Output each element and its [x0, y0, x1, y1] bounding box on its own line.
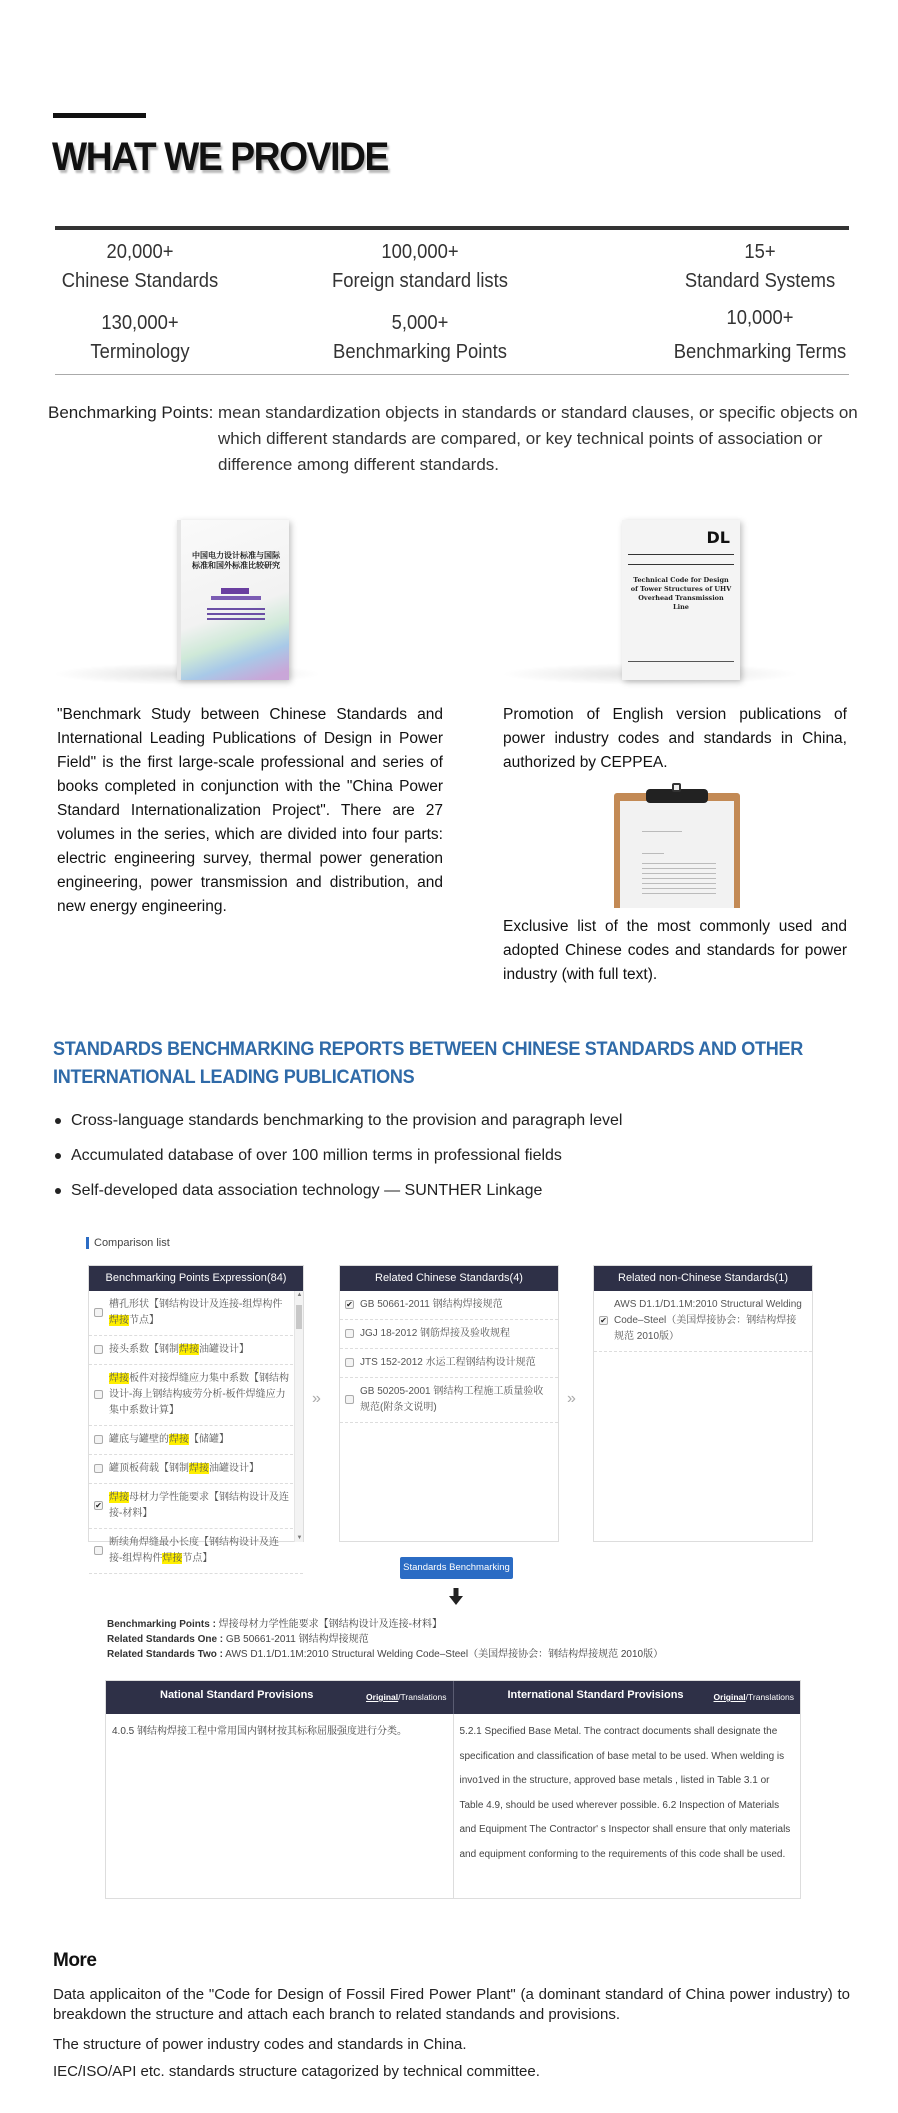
checkbox[interactable]	[94, 1546, 103, 1555]
stat-number: 5,000+	[391, 312, 449, 334]
stat-number: 10,000+	[726, 307, 794, 329]
stat-label: Foreign standard lists	[332, 270, 508, 292]
book-cover-rule	[628, 564, 734, 565]
list-item-text: GB 50205-2001 钢结构工程施工质量验收规范(附条文说明)	[360, 1386, 544, 1413]
keyword-highlight: 焊接	[189, 1463, 209, 1474]
paper-line	[642, 878, 716, 879]
summary-value: AWS D1.1/D1.1M:2010 Structural Welding Code–Steel（美国焊接协会：钢结构焊接规范 2010版）	[222, 1649, 664, 1660]
list-item[interactable]	[89, 1529, 303, 1574]
standards-benchmarking-button[interactable]: Standards Benchmarking	[400, 1557, 513, 1579]
arrow-down-icon	[446, 1588, 466, 1606]
list-item-text	[109, 1299, 282, 1326]
summary-benchmarking-point	[107, 1617, 663, 1632]
more-paragraph: IEC/ISO/API etc. standards structure catagorized by technical committee.	[53, 2063, 540, 2080]
list-item[interactable]	[340, 1378, 558, 1423]
book-cover-footer-rule	[628, 661, 734, 662]
panel-list	[594, 1291, 812, 1542]
stat-benchmarking-terms	[659, 304, 861, 367]
book-cover-subtitle	[211, 596, 261, 600]
book-cover	[622, 520, 740, 680]
scrollbar-thumb[interactable]	[296, 1305, 302, 1329]
stats-bottom-divider	[55, 374, 849, 375]
list-item-text: JTS 152-2012 水运工程钢结构设计规范	[360, 1357, 536, 1368]
list-item[interactable]	[89, 1484, 303, 1529]
benchmarking-summary	[107, 1617, 663, 1662]
summary-label: Benchmarking Points :	[107, 1619, 216, 1630]
checkbox[interactable]	[94, 1308, 103, 1317]
summary-related-one	[107, 1632, 663, 1647]
paper-line	[642, 888, 716, 889]
checkbox[interactable]	[94, 1501, 103, 1510]
title-accent-bar	[53, 113, 146, 118]
comparison-list-title: Comparison list	[86, 1237, 170, 1249]
list-item[interactable]	[89, 1336, 303, 1365]
list-item-text: GB 50661-2011 钢结构焊接规范	[360, 1299, 503, 1310]
paper-line	[642, 868, 716, 869]
chevron-right-icon: »	[312, 1390, 321, 1407]
panel-list	[340, 1291, 558, 1542]
scrollbar[interactable]	[294, 1291, 303, 1542]
text-segment: 接头系数【钢制	[109, 1344, 179, 1355]
reports-heading: STANDARDS BENCHMARKING REPORTS BETWEEN CHINESE STANDARDS AND OTHER INTERNATIONAL LEADING PUBLICATIONS	[53, 1039, 804, 1088]
checkbox[interactable]	[345, 1329, 354, 1338]
summary-value: 焊接母材力学性能要求【钢结构设计及连接-材料】	[215, 1619, 443, 1630]
stat-terminology	[48, 309, 232, 367]
stat-label: Benchmarking Terms	[673, 341, 847, 363]
more-paragraph: Data applicaiton of the "Code for Design of Fossil Fired Power Plant" (a dominant standard of China power industry) to breakdown the structure and attach each branch to related standands and provisions.	[53, 1986, 850, 2023]
list-item[interactable]	[340, 1320, 558, 1349]
checkbox[interactable]	[599, 1316, 608, 1325]
national-provision-text: 4.0.5 钢结构焊接工程中常用国内钢材按其标称屈服强度进行分类。	[112, 1726, 408, 1737]
keyword-highlight: 焊接	[109, 1373, 129, 1384]
translations-link[interactable]: /Translations	[398, 1692, 447, 1702]
text-segment: 断续角焊缝最小长度【钢结构设计及连接-组焊构件	[109, 1537, 279, 1564]
summary-related-two	[107, 1647, 663, 1662]
book-cover-title: 中国电力设计标准与国际标准和国外标准比较研究	[192, 550, 280, 570]
keyword-highlight: 焊接	[109, 1315, 129, 1326]
text-segment: 油罐设计】	[199, 1344, 249, 1355]
text-segment: 槽孔形状【钢结构设计及连接-组焊构件	[109, 1299, 283, 1310]
book-cover-logo: DL	[706, 528, 730, 547]
stat-label: Chinese Standards	[61, 270, 219, 292]
list-item[interactable]	[89, 1426, 303, 1455]
summary-label: Related Standards Two :	[107, 1649, 223, 1660]
original-link[interactable]: Original	[713, 1692, 746, 1702]
bullet-item: Accumulated database of over 100 million terms in professional fields	[53, 1138, 853, 1173]
provisions-table	[105, 1680, 801, 1899]
clipboard-image	[614, 793, 740, 908]
provisions-body-row	[106, 1714, 800, 1898]
exclusive-list-description: Exclusive list of the most commonly used and adopted Chinese codes and standards for power industry (with full text).	[503, 918, 847, 983]
international-provision-text: 5.2.1 Specified Base Metal. The contract documents shall designate the specification and classification of base metal to be used. When welding is invo1ved in the structure, approved base metals , listed in Table 3.1 or Table 4.9, should be used wherever possible. 6.2 Inspection of Materials and Equipment The Contractor' s Inspector shall ensure that only materials and equipment conforming to the requirements of this code shall be used.	[453, 1714, 801, 1898]
checkbox[interactable]	[94, 1345, 103, 1354]
keyword-highlight: 焊接	[169, 1434, 189, 1445]
scroll-up-icon[interactable]: ▲	[296, 1292, 303, 1298]
panel-header: Benchmarking Points Expression(84)	[89, 1266, 303, 1291]
list-item-text	[109, 1492, 289, 1519]
related-non-chinese-standards-panel	[593, 1265, 813, 1542]
book-cover	[177, 520, 289, 680]
text-segment: 母材力学性能要求【钢结构设计及连接-材料】	[109, 1492, 289, 1519]
paper-line	[642, 863, 716, 864]
checkbox[interactable]	[345, 1358, 354, 1367]
stat-benchmarking-points	[319, 309, 521, 367]
book-cover-rule	[628, 554, 734, 555]
text-segment: 【储罐】	[189, 1434, 229, 1445]
chevron-right-icon: »	[567, 1390, 576, 1407]
stat-label: Terminology	[90, 341, 190, 363]
original-translations-toggle[interactable]	[714, 1691, 794, 1703]
panel-list[interactable]	[89, 1291, 303, 1564]
original-link[interactable]: Original	[366, 1692, 399, 1702]
scroll-down-icon[interactable]: ▼	[296, 1535, 303, 1541]
stat-label: Benchmarking Points	[333, 341, 507, 363]
checkbox[interactable]	[94, 1464, 103, 1473]
text-segment: 罐顶板荷载【钢制	[109, 1463, 189, 1474]
list-item[interactable]	[340, 1291, 558, 1320]
national-provisions-header	[106, 1681, 453, 1714]
definition-term: Benchmarking Points:	[48, 403, 214, 422]
translations-link[interactable]: /Translations	[745, 1692, 794, 1702]
stat-foreign-standard-lists	[319, 238, 521, 296]
stat-number: 130,000+	[101, 312, 179, 334]
stat-chinese-standards	[48, 238, 232, 296]
list-item-text	[109, 1537, 279, 1564]
checkbox[interactable]	[345, 1395, 354, 1404]
stats-top-divider	[55, 226, 849, 230]
list-item[interactable]	[89, 1365, 303, 1426]
list-item[interactable]	[340, 1349, 558, 1378]
reports-bullet-list	[53, 1103, 853, 1208]
more-heading: More	[53, 1950, 97, 1971]
list-item-text: AWS D1.1/D1.1M:2010 Structural Welding Code–Steel（美国焊接协会：钢结构焊接规范 2010版）	[614, 1299, 802, 1342]
text-segment: 节点】	[129, 1315, 159, 1326]
keyword-highlight: 焊接	[162, 1553, 183, 1564]
header-label: National Standard Provisions	[160, 1689, 314, 1701]
summary-label: Related Standards One :	[107, 1634, 224, 1645]
paper-line	[642, 893, 716, 894]
list-item-text	[109, 1344, 249, 1355]
text-segment: 罐底与罐壁的	[109, 1434, 169, 1445]
original-translations-toggle[interactable]	[366, 1691, 446, 1703]
text-segment: 节点】	[182, 1553, 213, 1564]
list-item[interactable]	[89, 1291, 303, 1336]
panel-header: Related non-Chinese Standards(1)	[594, 1266, 812, 1291]
book-cover-lines	[207, 608, 265, 622]
benchmark-study-description: "Benchmark Study between Chinese Standards and International Leading Publications of Design in Power Field" is the first large-scale professional and series of books completed in conjunction with the "China Power Standard Internationalization Project". There are 27 volumes in the series, which are divided into four parts: electric engineering survey, thermal power generation engineering, power transmission and distribution, and new energy engineering.	[57, 706, 443, 915]
list-item[interactable]	[594, 1291, 812, 1352]
stat-number: 15+	[744, 241, 776, 263]
checkbox[interactable]	[94, 1390, 103, 1399]
text-segment: 油罐设计】	[209, 1463, 259, 1474]
benchmarking-points-panel	[88, 1265, 304, 1564]
header-label: International Standard Provisions	[507, 1689, 684, 1701]
provisions-header-row	[106, 1681, 800, 1714]
paper-line	[642, 853, 664, 854]
stat-number: 100,000+	[381, 241, 459, 263]
bullet-item: Cross-language standards benchmarking to the provision and paragraph level	[53, 1103, 853, 1138]
page-title: WHAT WE PROVIDE	[52, 135, 388, 179]
list-item-text: JGJ 18-2012 钢筋焊接及验收规程	[360, 1328, 511, 1339]
paper-line	[642, 831, 682, 832]
stat-label: Standard Systems	[684, 270, 836, 292]
book-image-technical-code	[500, 520, 800, 685]
paper-line	[642, 873, 716, 874]
paper-line	[642, 883, 716, 884]
book-image-benchmark-study	[52, 520, 322, 685]
stat-standard-systems	[659, 238, 861, 296]
stat-number: 20,000+	[106, 241, 174, 263]
checkbox[interactable]	[94, 1435, 103, 1444]
clipboard-paper	[620, 801, 734, 908]
keyword-highlight: 焊接	[109, 1492, 129, 1503]
international-provisions-header	[453, 1681, 801, 1714]
keyword-highlight: 焊接	[179, 1344, 199, 1355]
checkbox[interactable]	[345, 1300, 354, 1309]
clipboard-ring	[672, 783, 681, 792]
bullet-item: Self-developed data association technology — SUNTHER Linkage	[53, 1173, 853, 1208]
more-paragraph: The structure of power industry codes and standards in China.	[53, 2036, 467, 2053]
list-item-text	[109, 1434, 229, 1445]
summary-value: GB 50661-2011 钢结构焊接规范	[223, 1634, 369, 1645]
list-item-text	[109, 1373, 289, 1416]
english-publications-description: Promotion of English version publications of power industry codes and standards in China, authorized by CEPPEA.	[503, 706, 847, 771]
list-item[interactable]	[89, 1455, 303, 1484]
book-cover-volume-tag	[221, 588, 249, 594]
related-chinese-standards-panel	[339, 1265, 559, 1542]
definition-text: mean standardization objects in standards or standard clauses, or specific objects on which different standards are compared, or key technical points of association or difference among different standards.	[218, 403, 858, 474]
list-item-text	[109, 1463, 259, 1474]
panel-header: Related Chinese Standards(4)	[340, 1266, 558, 1291]
text-segment: 板件对接焊缝应力集中系数【钢结构设计-海上钢结构疲劳分析-板件焊缝应力集中系数计算】	[109, 1373, 289, 1416]
book-cover-title: Technical Code for Design of Tower Structures of UHV Overhead Transmission Line	[630, 576, 732, 611]
